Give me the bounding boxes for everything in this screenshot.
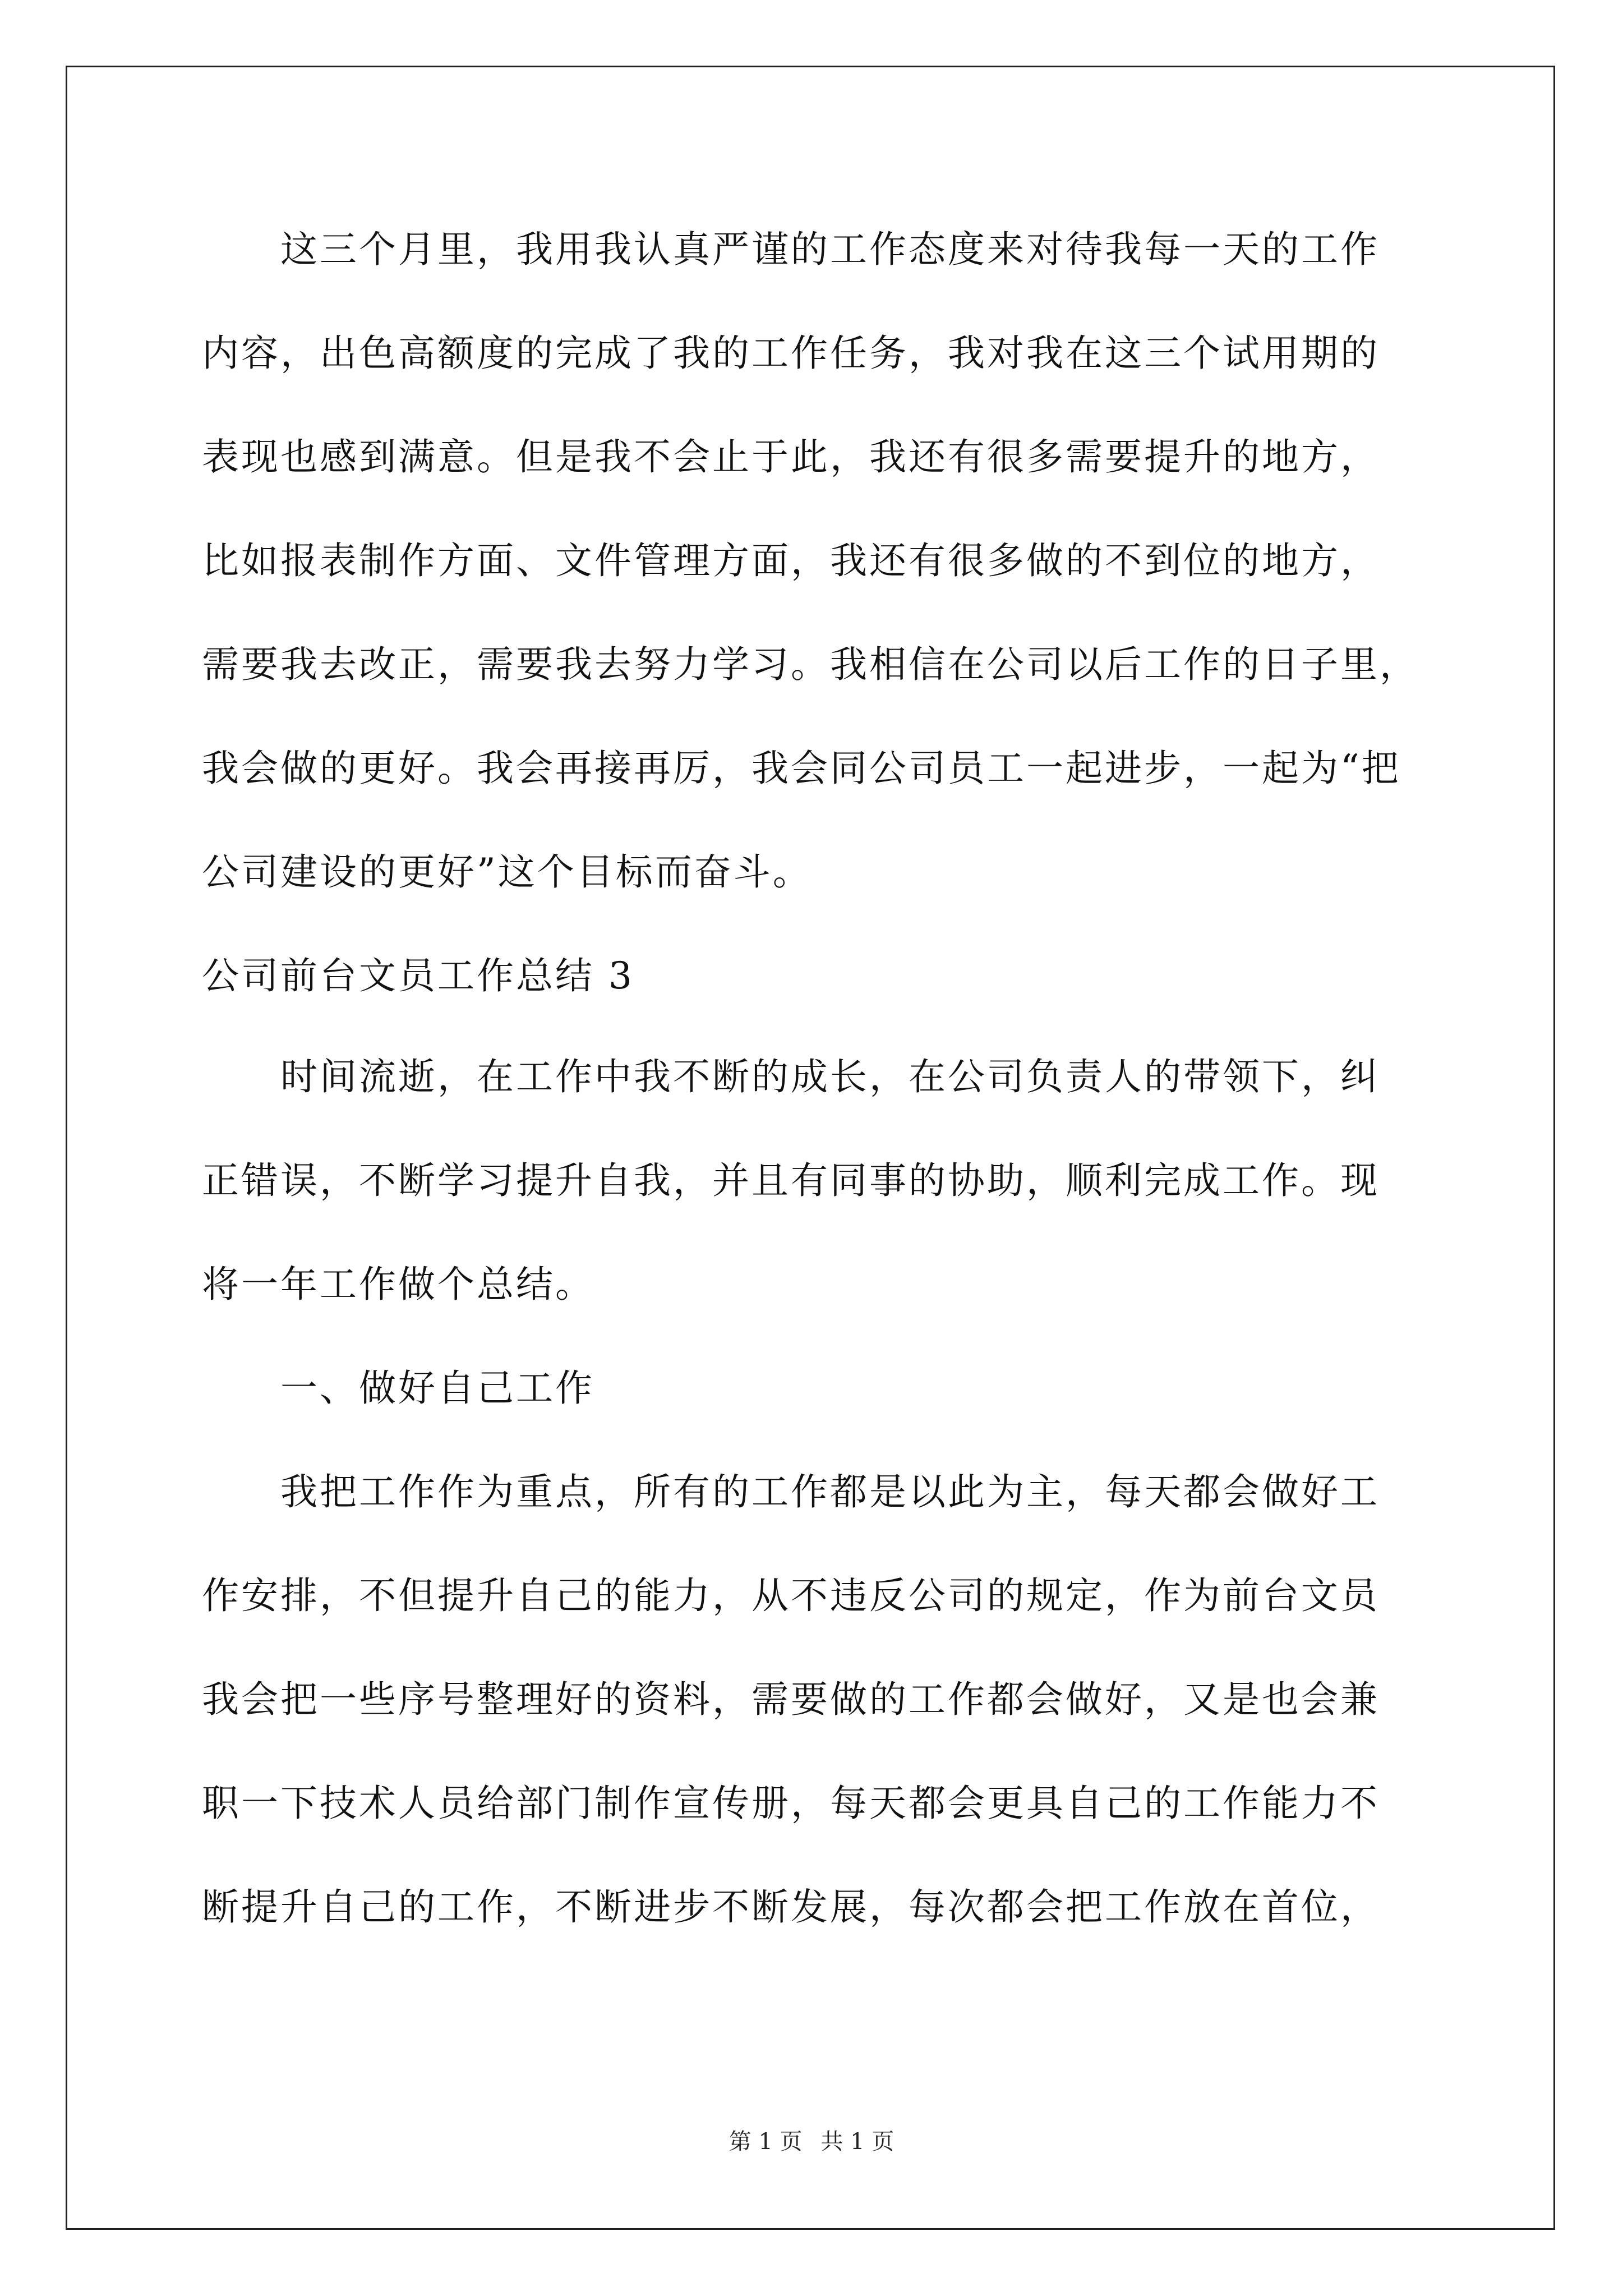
- text-line: 作安排，不但提升自己的能力，从不违反公司的规定，作为前台文员: [202, 1574, 1380, 1617]
- text-line: 我会把一些序号整理好的资料，需要做的工作都会做好，又是也会兼: [202, 1678, 1380, 1721]
- page-footer: [0, 2125, 1623, 2159]
- text-line: 比如报表制作方面、文件管理方面，我还有很多做的不到位的地方，: [202, 539, 1380, 582]
- section-heading: 公司前台文员工作总结 3: [202, 954, 634, 997]
- page-total: 共 1 页: [820, 2129, 895, 2155]
- subheading: 一、做好自己工作: [202, 1366, 594, 1410]
- text-line: 将一年工作做个总结。: [202, 1263, 594, 1306]
- text-line: 我会做的更好。我会再接再厉，我会同公司员工一起进步，一起为“把: [202, 747, 1401, 790]
- text-line: 公司建设的更好”这个目标而奋斗。: [202, 850, 812, 894]
- text-line: 需要我去改正，需要我去努力学习。我相信在公司以后工作的日子里，: [202, 643, 1419, 686]
- text-line: 断提升自己的工作，不断进步不断发展，每次都会把工作放在首位，: [202, 1885, 1380, 1929]
- text-line: 内容，出色高额度的完成了我的工作任务，我对我在这三个试用期的: [202, 332, 1380, 375]
- text-line: 表现也感到满意。但是我不会止于此，我还有很多需要提升的地方，: [202, 435, 1380, 478]
- text-line: 这三个月里，我用我认真严谨的工作态度来对待我每一天的工作: [202, 228, 1380, 271]
- text-line: 时间流逝，在工作中我不断的成长，在公司负责人的带领下，纠: [202, 1055, 1380, 1098]
- document-body: [202, 216, 1436, 1977]
- text-line: 我把工作作为重点，所有的工作都是以此为主，每天都会做好工: [202, 1470, 1380, 1513]
- text-line: 职一下技术人员给部门制作宣传册，每天都会更具自己的工作能力不: [202, 1782, 1380, 1825]
- text-line: 正错误，不断学习提升自我，并且有同事的协助，顺利完成工作。现: [202, 1159, 1380, 1202]
- page-number: 第 1 页: [728, 2129, 803, 2155]
